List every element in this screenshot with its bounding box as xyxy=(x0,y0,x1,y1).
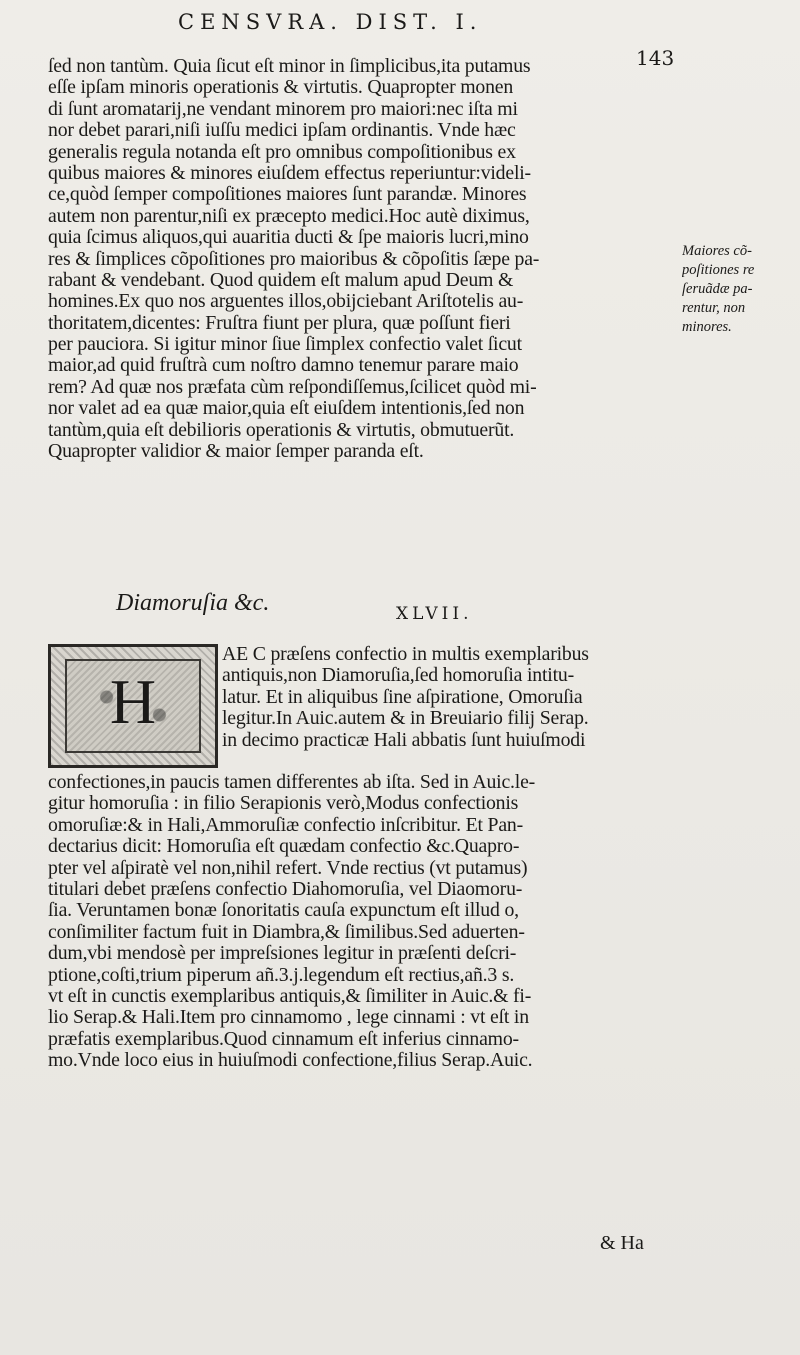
text-line: quia ſcimus aliquos,qui auaritia ducti & ſpe maioris lucri,mino xyxy=(48,227,529,249)
text-line: eſſe ipſam minoris operationis & virtutis. Quapropter monen xyxy=(48,77,514,99)
text-line: nor valet ad ea quæ maior,quia eſt eiuſdem intentionis,ſed non xyxy=(48,398,525,420)
text-line: dum,vbi mendosè per impreſsiones legitur in præſenti deſcri- xyxy=(48,943,517,965)
text-line: omoruſiæ:& in Hali,Ammoruſiæ confectio inſcribitur. Et Pan- xyxy=(48,814,523,836)
text-line: res & ſimplices cõpoſitiones pro maioribus & cõpoſitis ſæpe pa- xyxy=(48,248,540,270)
text-line: antiquis,non Diamoruſia,ſed homoruſia intitu- xyxy=(222,665,574,687)
text-line: maior,ad quid fruſtrà cum noſtro damno tenemur parare maio xyxy=(48,355,519,377)
text-line: tantùm,quia eſt debilioris operationis & virtutis, obmutuerũt. xyxy=(48,419,515,441)
text-line: latur. Et in aliquibus ſine aſpiratione, Omoruſia xyxy=(222,686,583,708)
catchword: & Ha xyxy=(600,1232,644,1254)
text-line: dectarius dicit: Homoruſia eſt quædam confectio &c.Quapro- xyxy=(48,836,520,858)
text-line: gitur homoruſia : in filio Serapionis verò,Modus confectionis xyxy=(48,793,519,815)
text-line: per pauciora. Si igitur minor ſiue ſimplex confectio valet ſicut xyxy=(48,334,522,356)
text-line: minores. xyxy=(682,319,732,335)
text-line: quibus maiores & minores eiuſdem effectus reperiuntur:videli- xyxy=(48,162,531,184)
body-text-lower xyxy=(48,772,662,1071)
initial-letter: H xyxy=(109,666,157,737)
text-line: AE C præſens confectio in multis exemplaribus xyxy=(222,644,589,665)
section-title: Diamoruſia &c. xyxy=(116,590,270,616)
text-line: præfatis exemplaribus.Quod cinnamum eſt inferius cinnamo- xyxy=(48,1028,519,1050)
section-number: XLVII. xyxy=(396,604,473,624)
text-line: rem? Ad quæ nos præfata cùm reſpondiſſemus,ſcilicet quòd mi- xyxy=(48,376,537,398)
text-line: titulari debet præſens confectio Diahomoruſia, vel Diaomoru- xyxy=(48,878,523,900)
text-line: di ſunt aromatarij,ne vendant minorem pro maiori:nec iſta mi xyxy=(48,98,518,120)
text-line: Maiores cõ- xyxy=(682,243,752,259)
text-line: confectiones,in paucis tamen differentes ab iſta. Sed in Auic.le- xyxy=(48,772,536,793)
text-line: homines.Ex quo nos arguentes illos,obijciebant Ariſtotelis au- xyxy=(48,291,524,313)
text-line: rentur, non xyxy=(682,300,746,316)
text-line: legitur.In Auic.autem & in Breuiario filij Serap. xyxy=(222,708,589,730)
margin-note xyxy=(682,242,798,337)
text-line: autem non parentur,niſi ex præcepto medici.Hoc autè diximus, xyxy=(48,205,530,227)
text-line: rabant & vendebant. Quod quidem eſt malum apud Deum & xyxy=(48,269,514,291)
text-line: ce,quòd ſemper compoſitiones maiores ſunt parandæ. Minores xyxy=(48,184,527,206)
text-line: in decimo practicæ Hali abbatis ſunt huiuſmodi xyxy=(222,729,586,751)
text-line: ſia. Veruntamen bonæ ſonoritatis cauſa expunctum eſt illud o, xyxy=(48,900,519,922)
text-line: ſed non tantùm. Quia ſicut eſt minor in ſimplicibus,ita putamus xyxy=(48,56,531,77)
text-line: Quapropter validior & maior ſemper paranda eſt. xyxy=(48,441,424,463)
text-line: ptione,coſti,trium piperum añ.3.j.legendum eſt rectius,añ.3 s. xyxy=(48,964,515,986)
text-line: nor debet parari,niſi iuſſu medici ipſam ordinantis. Vnde hæc xyxy=(48,120,516,142)
text-line: generalis regula notanda eſt pro omnibus compoſitionibus ex xyxy=(48,141,516,163)
text-line: vt eſt in cunctis exemplaribus antiquis,& ſimiliter in Auic.& fi- xyxy=(48,985,532,1007)
page-number: 143 xyxy=(636,46,675,70)
body-text-upper xyxy=(48,56,662,462)
text-line: pter vel aſpiratè vel non,nihil refert. Vnde rectius (vt putamus) xyxy=(48,857,528,879)
decorated-initial xyxy=(48,644,218,768)
text-line: mo.Vnde loco eius in huiuſmodi confectione,filius Serap.Auic. xyxy=(48,1050,533,1072)
text-line: poſitiones re xyxy=(682,262,755,278)
text-line: lio Serap.& Hali.Item pro cinnamomo , lege cinnami : vt eſt in xyxy=(48,1007,529,1029)
text-line: ſeruãdæ pa- xyxy=(682,281,753,297)
text-line: thoritatem,dicentes: Fruſtra fiunt per plura, quæ poſſunt fieri xyxy=(48,312,511,334)
body-text-beside-initial xyxy=(222,644,662,751)
text-line: conſimiliter factum fuit in Diambra,& ſimilibus.Sed aduerten- xyxy=(48,921,525,943)
running-head: CENSVRA. DIST. I. xyxy=(178,10,483,34)
